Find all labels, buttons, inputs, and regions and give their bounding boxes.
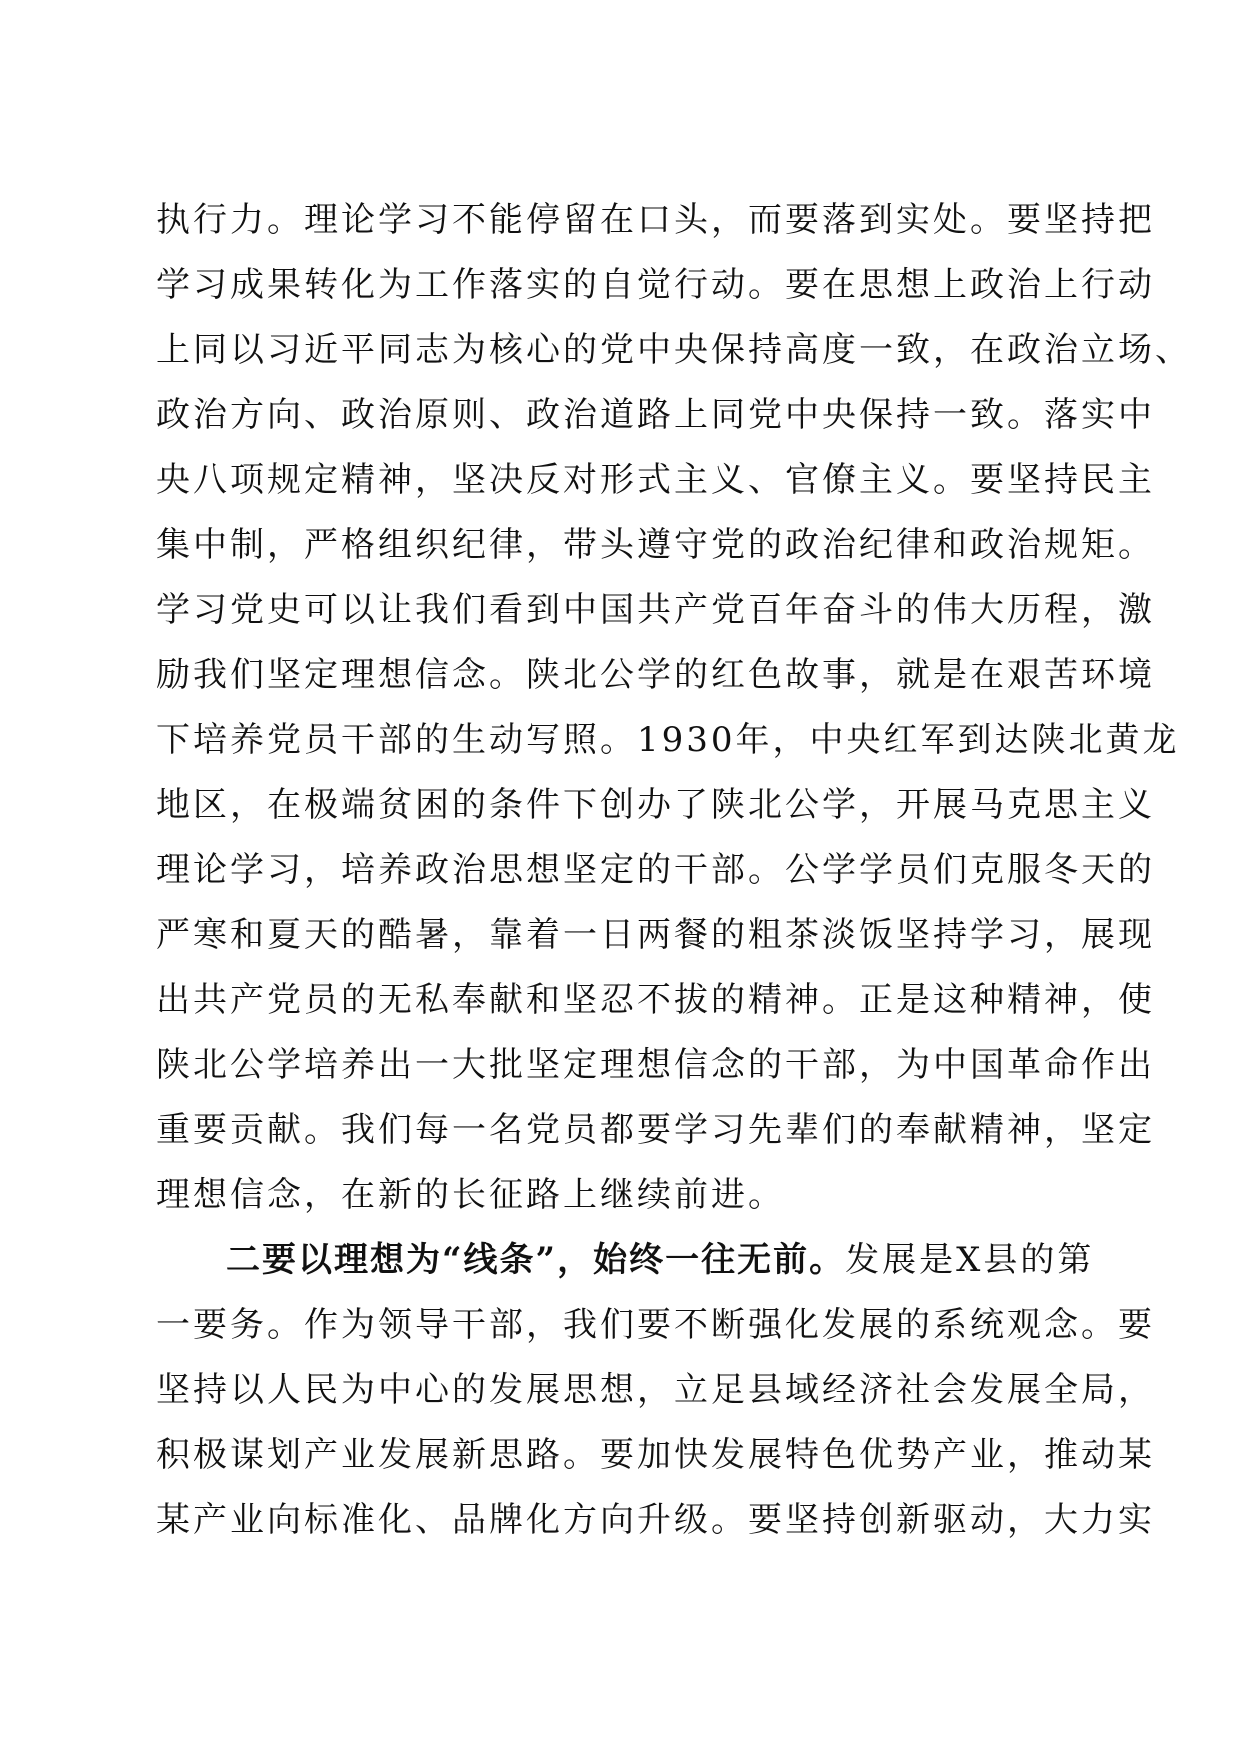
text-line: 励我们坚定理想信念。陕北公学的红色故事，就是在艰苦环境 xyxy=(156,655,1155,695)
paragraph-1 xyxy=(156,188,1192,1228)
text-run: 发展是X县的第 xyxy=(845,1240,1095,1280)
paragraph-2 xyxy=(156,1228,1155,1553)
text-line: 陕北公学培养出一大批坚定理想信念的干部，为中国革命作出 xyxy=(156,1045,1155,1085)
text-line: 学习成果转化为工作落实的自觉行动。要在思想上政治上行动 xyxy=(156,265,1155,305)
text-line: 政治方向、政治原则、政治道路上同党中央保持一致。落实中 xyxy=(156,395,1155,435)
text-line: 一要务。作为领导干部，我们要不断强化发展的系统观念。要 xyxy=(156,1305,1155,1345)
text-line: 执行力。理论学习不能停留在口头，而要落到实处。要坚持把 xyxy=(156,200,1155,240)
section-heading: 二要以理想为“线条”，始终一往无前。 xyxy=(226,1240,846,1280)
text-line: 集中制，严格组织纪律，带头遵守党的政治纪律和政治规矩。 xyxy=(156,525,1155,565)
text-line: 出共产党员的无私奉献和坚忍不拔的精神。正是这种精神，使 xyxy=(156,980,1155,1020)
text-line: 积极谋划产业发展新思路。要加快发展特色优势产业，推动某 xyxy=(156,1435,1155,1475)
text-line: 下培养党员干部的生动写照。1930年，中央红军到达陕北黄龙 xyxy=(156,720,1180,760)
text-line: 某产业向标准化、品牌化方向升级。要坚持创新驱动，大力实 xyxy=(156,1500,1155,1540)
text-line: 理想信念，在新的长征路上继续前进。 xyxy=(156,1175,785,1215)
text-line: 上同以习近平同志为核心的党中央保持高度一致，在政治立场、 xyxy=(156,330,1192,370)
paragraph-2-first-line xyxy=(156,1228,1096,1293)
text-line: 地区，在极端贫困的条件下创办了陕北公学，开展马克思主义 xyxy=(156,785,1155,825)
text-line: 央八项规定精神，坚决反对形式主义、官僚主义。要坚持民主 xyxy=(156,460,1155,500)
text-line: 坚持以人民为中心的发展思想，立足县域经济社会发展全局， xyxy=(156,1370,1155,1410)
text-line: 重要贡献。我们每一名党员都要学习先辈们的奉献精神，坚定 xyxy=(156,1110,1155,1150)
document-body xyxy=(156,188,1192,1553)
text-line: 理论学习，培养政治思想坚定的干部。公学学员们克服冬天的 xyxy=(156,850,1155,890)
text-line: 学习党史可以让我们看到中国共产党百年奋斗的伟大历程，激 xyxy=(156,590,1155,630)
text-line: 严寒和夏天的酷暑，靠着一日两餐的粗茶淡饭坚持学习，展现 xyxy=(156,915,1155,955)
